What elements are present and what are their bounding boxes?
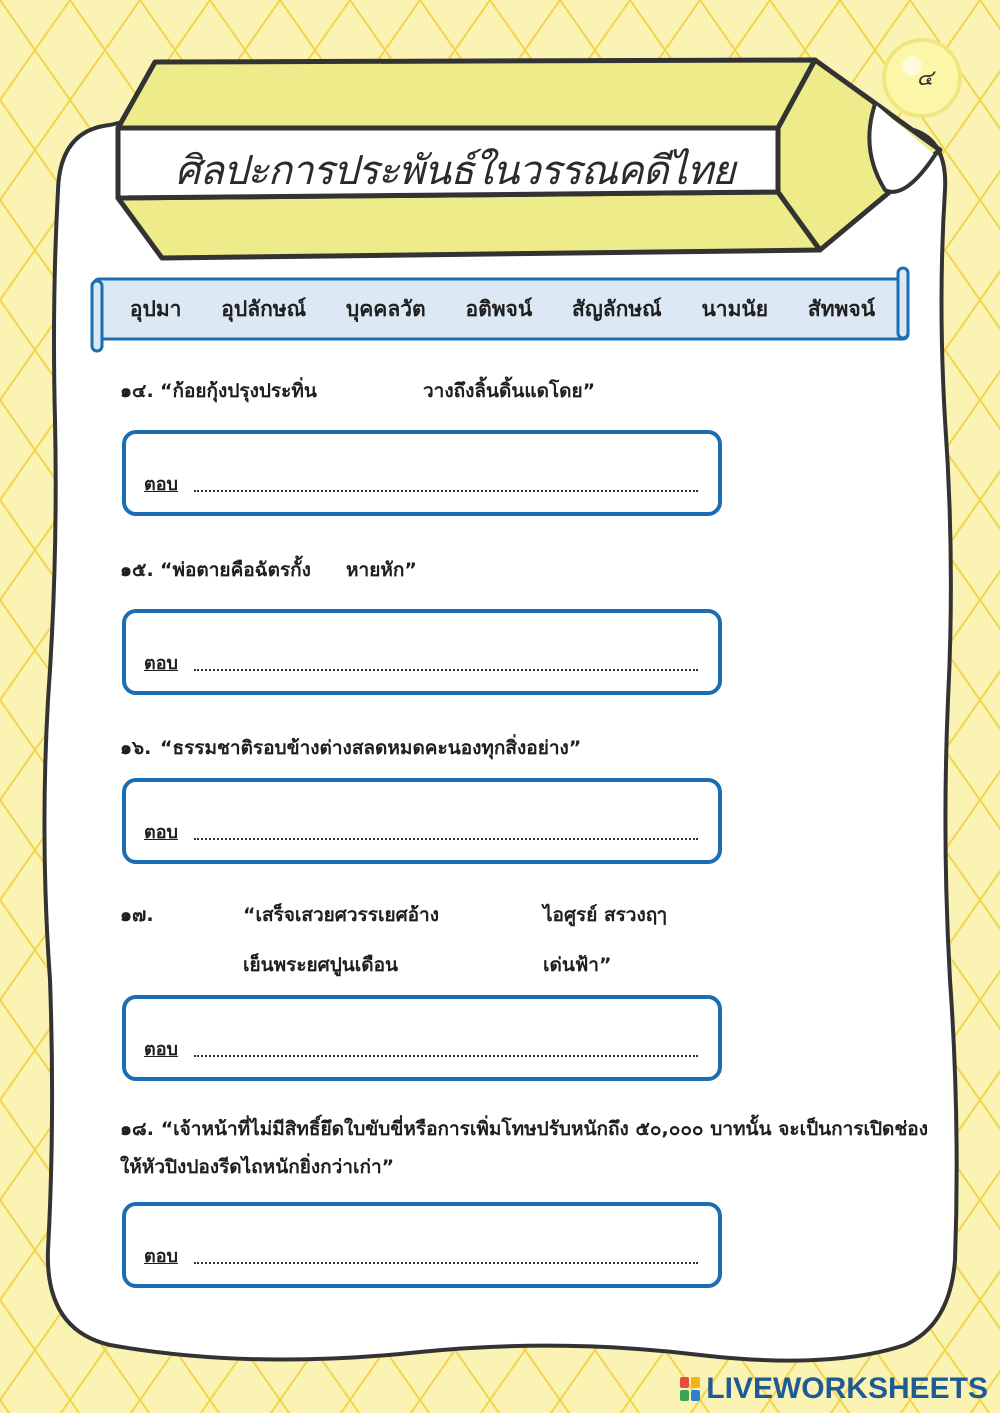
question-18 (120, 1110, 928, 1186)
page-number: ๔ (916, 66, 934, 91)
word-bank-item: นามนัย (701, 296, 769, 321)
answer-label: ตอบ (144, 1246, 178, 1267)
answer-input-15[interactable] (194, 641, 698, 669)
answer-box-15 (122, 609, 722, 695)
question-18-text: “เจ้าหน้าที่ไม่มีสิทธิ์ยึดใบขับขี่หรือการเพิ่มโทษปรับหนักถึง ๕๐,๐๐๐ บาทนั้น จะเป็นการเปิดช่องให้หัวปิงปองรีดไถหนักยิ่งกว่าเก่า” (120, 1118, 928, 1178)
question-15-line-part2: หายหัก” (346, 559, 417, 581)
answer-input-17[interactable] (194, 1027, 698, 1055)
brand-name: LIVEWORKSHEETS (706, 1372, 988, 1405)
word-bank-item: อุปมา (129, 296, 182, 321)
question-17-line1-part2: ไอศูรย์ สรวงฤๅ (543, 904, 667, 926)
question-15-number: ๑๕. (120, 559, 154, 581)
answer-dotted-line (194, 669, 698, 671)
answer-label: ตอบ (144, 653, 178, 674)
answer-label: ตอบ (144, 822, 178, 843)
answer-input-18[interactable] (194, 1234, 698, 1262)
question-14-number: ๑๔. (120, 380, 154, 402)
answer-dotted-line (194, 1262, 698, 1264)
word-bank (100, 279, 905, 339)
question-18-number: ๑๘. (120, 1118, 154, 1140)
question-17-line2-part2: เด่นฟ้า” (543, 954, 612, 976)
word-bank-item: สัทพจน์ (807, 296, 876, 321)
question-14-line-part2: วางถึงลิ้นดิ้นแดโดย” (423, 380, 596, 402)
word-bank-item: บุคคลวัต (345, 296, 426, 321)
word-bank-item: อุปลักษณ์ (221, 296, 307, 321)
answer-input-16[interactable] (194, 810, 698, 838)
question-16-line: “ธรรมชาติรอบข้างต่างสลดหมดคะนองทุกสิ่งอย่าง” (160, 737, 582, 759)
answer-box-16 (122, 778, 722, 864)
answer-dotted-line (194, 1055, 698, 1057)
liveworksheets-logo[interactable] (680, 1372, 988, 1406)
question-15-line-part1: “พ่อตายคือฉัตรกั้ง (160, 559, 311, 581)
answer-box-18 (122, 1202, 722, 1288)
worksheet-title: ศิลปะการประพันธ์ในวรรณคดีไทย (175, 148, 735, 194)
answer-box-14 (122, 430, 722, 516)
answer-box-17 (122, 995, 722, 1081)
answer-label: ตอบ (144, 474, 178, 495)
answer-dotted-line (194, 490, 698, 492)
question-17-number: ๑๗. (120, 904, 154, 926)
question-17-line1-part1: “เสร็จเสวยศวรรเยศอ้าง (243, 904, 439, 926)
question-14-line-part1: “ก้อยกุ้งปรุงประทิ่น (160, 380, 317, 402)
answer-label: ตอบ (144, 1039, 178, 1060)
answer-dotted-line (194, 838, 698, 840)
answer-input-14[interactable] (194, 462, 698, 490)
question-16-number: ๑๖. (120, 737, 152, 759)
word-bank-item: สัญลักษณ์ (572, 296, 662, 321)
liveworksheets-icon (680, 1377, 700, 1401)
word-bank-item: อติพจน์ (465, 296, 533, 321)
question-17-line2-part1: เย็นพระยศปูนเดือน (243, 954, 399, 976)
